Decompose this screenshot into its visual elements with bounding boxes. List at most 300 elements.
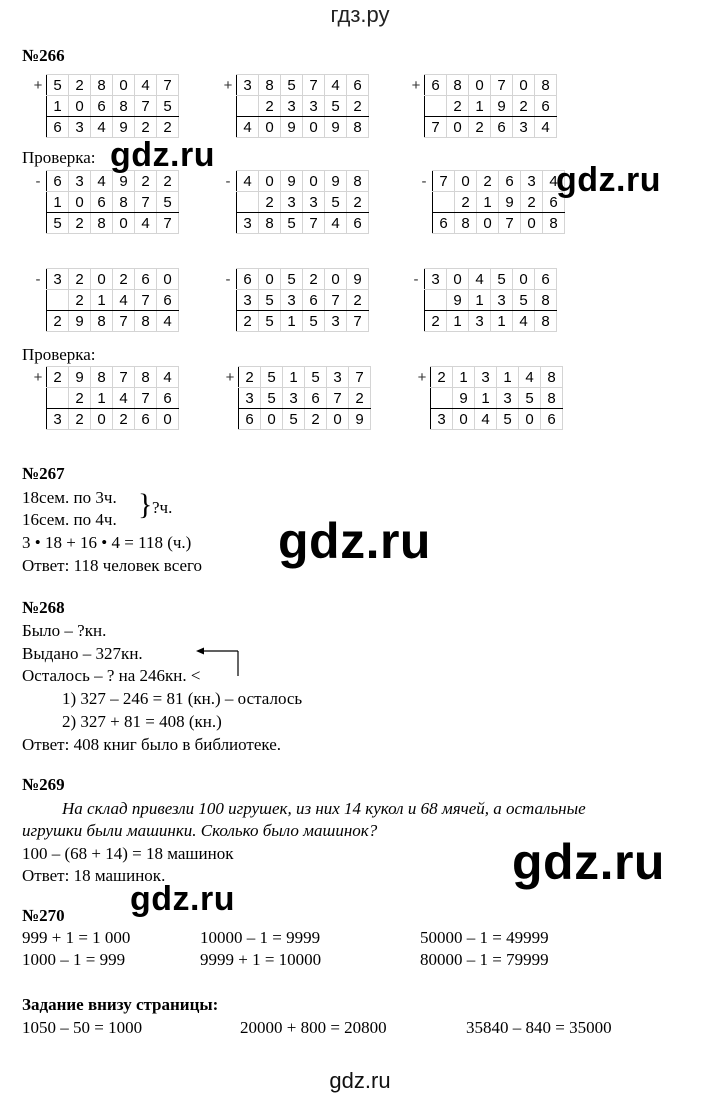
operation-sign	[30, 409, 47, 430]
digit-cell: 5	[325, 96, 347, 117]
digit-cell: 2	[113, 269, 135, 290]
digit-cell: 2	[521, 192, 543, 213]
condition-line: Выдано – 327кн.	[22, 644, 143, 663]
digit-cell: 9	[453, 388, 475, 409]
equation: 1050 – 50 = 1000	[22, 1018, 143, 1037]
digit-cell: 8	[447, 75, 469, 96]
solution-step: 1) 327 – 246 = 81 (кн.) – осталось	[62, 689, 303, 708]
digit-cell: 4	[113, 388, 135, 409]
digit-cell	[431, 388, 453, 409]
digit-cell: 8	[347, 117, 369, 138]
task-267-title: №267	[22, 464, 65, 483]
digit-cell: 7	[327, 388, 349, 409]
equation: 80000 – 1 = 79999	[420, 950, 549, 969]
digit-cell: 4	[157, 367, 179, 388]
digit-cell: 1	[475, 388, 497, 409]
digit-cell: 3	[281, 192, 303, 213]
digit-cell: 5	[261, 367, 283, 388]
digit-cell: 9	[281, 117, 303, 138]
site-footer: gdz.ru	[329, 1068, 391, 1093]
digit-cell: 2	[455, 192, 477, 213]
digit-cell	[47, 290, 69, 311]
digit-cell: 6	[157, 290, 179, 311]
operation-sign: -	[225, 172, 231, 190]
digit-cell: 7	[113, 311, 135, 332]
digit-cell: 9	[349, 409, 371, 430]
digit-cell: 4	[237, 117, 259, 138]
digit-cell: 6	[425, 75, 447, 96]
digit-cell: 2	[425, 311, 447, 332]
digit-cell: 8	[347, 171, 369, 192]
digit-cell: 8	[91, 367, 113, 388]
digit-cell: 0	[259, 171, 281, 192]
operation-sign	[408, 290, 425, 311]
digit-cell: 0	[325, 269, 347, 290]
digit-cell: 2	[447, 96, 469, 117]
digit-cell: 9	[69, 367, 91, 388]
column-operation	[220, 268, 369, 332]
digit-cell: 8	[135, 311, 157, 332]
digit-cell: 2	[69, 409, 91, 430]
digit-cell: 2	[305, 409, 327, 430]
task-text: На склад привезли 100 игрушек, из них 14 кукол и 68 мячей, а остальные	[62, 799, 586, 818]
digit-cell: 5	[519, 388, 541, 409]
operation-sign	[416, 213, 433, 234]
digit-cell: 3	[237, 213, 259, 234]
digit-cell: 2	[69, 290, 91, 311]
digit-cell: 1	[469, 290, 491, 311]
answer: Ответ: 118 человек всего	[22, 556, 203, 575]
digit-cell: 9	[113, 117, 135, 138]
digit-cell: 7	[491, 75, 513, 96]
digit-cell: 3	[281, 290, 303, 311]
digit-cell: 2	[303, 269, 325, 290]
column-operation	[408, 74, 557, 138]
digit-cell: 3	[69, 117, 91, 138]
digit-cell: 8	[259, 213, 281, 234]
digit-cell: 3	[431, 409, 453, 430]
column-operation	[408, 268, 557, 332]
operation-sign: -	[413, 270, 419, 288]
solution-step: 2) 327 + 81 = 408 (кн.)	[62, 712, 222, 731]
digit-cell: 3	[475, 367, 497, 388]
digit-cell: 7	[303, 213, 325, 234]
digit-cell: 5	[283, 409, 305, 430]
digit-cell: 0	[91, 269, 113, 290]
digit-cell: 2	[69, 213, 91, 234]
digit-cell: 5	[157, 96, 179, 117]
digit-cell: 8	[543, 213, 565, 234]
task-266-title: №266	[22, 46, 65, 65]
digit-cell: 3	[327, 367, 349, 388]
digit-cell: 6	[91, 192, 113, 213]
digit-cell: 3	[237, 75, 259, 96]
digit-cell: 8	[455, 213, 477, 234]
digit-cell: 3	[47, 409, 69, 430]
digit-cell: 2	[113, 409, 135, 430]
digit-cell: 2	[157, 117, 179, 138]
operation-sign	[30, 388, 47, 409]
digit-cell: 4	[519, 367, 541, 388]
digit-cell: 5	[325, 192, 347, 213]
condition-line: 16сем. по 4ч.	[22, 510, 117, 529]
digit-cell: 4	[135, 213, 157, 234]
column-operation	[220, 74, 369, 138]
digit-cell: 8	[113, 96, 135, 117]
digit-cell: 2	[157, 171, 179, 192]
digit-cell: 8	[259, 75, 281, 96]
digit-cell: 9	[69, 311, 91, 332]
equation: 999 + 1 = 1 000	[22, 928, 131, 947]
digit-cell: 2	[69, 269, 91, 290]
digit-cell: 4	[157, 311, 179, 332]
digit-cell: 1	[497, 367, 519, 388]
question-label: ?ч.	[152, 498, 173, 517]
digit-cell: 3	[47, 269, 69, 290]
answer: Ответ: 18 машинок.	[22, 866, 166, 885]
operation-sign	[220, 192, 237, 213]
operation-sign	[30, 290, 47, 311]
digit-cell: 6	[135, 409, 157, 430]
digit-cell: 7	[135, 388, 157, 409]
digit-cell: 7	[433, 171, 455, 192]
digit-cell: 2	[347, 192, 369, 213]
digit-cell: 0	[453, 409, 475, 430]
digit-cell: 9	[325, 171, 347, 192]
digit-cell: 5	[303, 311, 325, 332]
operation-sign: -	[35, 270, 41, 288]
digit-cell: 0	[327, 409, 349, 430]
digit-cell: 5	[281, 269, 303, 290]
digit-cell: 5	[281, 213, 303, 234]
watermark: gdz.ru	[278, 513, 431, 569]
operation-sign	[30, 117, 47, 138]
digit-cell: 4	[237, 171, 259, 192]
digit-cell: 7	[349, 367, 371, 388]
column-operation	[222, 366, 371, 430]
digit-cell: 0	[113, 213, 135, 234]
digit-cell: 0	[113, 75, 135, 96]
column-operation	[30, 268, 179, 332]
digit-cell: 9	[113, 171, 135, 192]
digit-cell: 4	[325, 213, 347, 234]
digit-cell: 0	[259, 117, 281, 138]
digit-cell: 1	[47, 96, 69, 117]
digit-cell: 0	[477, 213, 499, 234]
watermark: gdz.ru	[130, 880, 235, 918]
digit-cell: 9	[281, 171, 303, 192]
digit-cell: 0	[69, 96, 91, 117]
watermark: gdz.ru	[512, 834, 665, 890]
digit-cell: 0	[91, 409, 113, 430]
digit-cell: 7	[135, 96, 157, 117]
digit-cell: 5	[497, 409, 519, 430]
digit-cell: 9	[447, 290, 469, 311]
digit-cell: 6	[541, 409, 563, 430]
operation-sign	[408, 96, 425, 117]
column-operation	[414, 366, 563, 430]
condition-line: Было – ?кн.	[22, 621, 107, 640]
operation-sign	[220, 311, 237, 332]
digit-cell	[425, 96, 447, 117]
digit-cell: 4	[475, 409, 497, 430]
operation-sign: +	[33, 368, 43, 386]
digit-cell: 8	[113, 192, 135, 213]
digit-cell: 9	[347, 269, 369, 290]
digit-cell: 0	[519, 409, 541, 430]
digit-cell: 2	[69, 388, 91, 409]
digit-cell: 8	[135, 367, 157, 388]
digit-cell: 7	[157, 213, 179, 234]
digit-cell: 5	[157, 192, 179, 213]
digit-cell: 1	[281, 311, 303, 332]
digit-cell: 4	[543, 171, 565, 192]
watermark: gdz.ru	[556, 161, 661, 199]
equation: 1000 – 1 = 999	[22, 950, 126, 969]
digit-cell: 2	[259, 96, 281, 117]
operation-sign: -	[35, 172, 41, 190]
operation-sign	[30, 192, 47, 213]
column-operation	[30, 170, 179, 234]
equation: 9999 + 1 = 10000	[200, 950, 322, 969]
digit-cell: 2	[431, 367, 453, 388]
arrow-icon	[194, 646, 246, 682]
digit-cell: 3	[497, 388, 519, 409]
digit-cell: 6	[237, 269, 259, 290]
equation: 35840 – 840 = 35000	[466, 1018, 612, 1037]
digit-cell: 0	[259, 269, 281, 290]
digit-cell: 5	[305, 367, 327, 388]
digit-cell	[433, 192, 455, 213]
digit-cell: 5	[281, 75, 303, 96]
digit-cell: 5	[47, 75, 69, 96]
digit-cell: 6	[47, 171, 69, 192]
digit-cell: 7	[135, 192, 157, 213]
digit-cell: 0	[447, 269, 469, 290]
digit-cell: 5	[259, 290, 281, 311]
digit-cell: 6	[305, 388, 327, 409]
digit-cell: 3	[239, 388, 261, 409]
digit-cell: 0	[157, 409, 179, 430]
digit-cell: 6	[499, 171, 521, 192]
task-269-title: №269	[22, 775, 65, 794]
digit-cell: 6	[135, 269, 157, 290]
digit-cell	[47, 388, 69, 409]
digit-cell: 0	[513, 75, 535, 96]
digit-cell: 3	[283, 388, 305, 409]
digit-cell: 3	[303, 96, 325, 117]
digit-cell: 0	[447, 117, 469, 138]
digit-cell: 9	[491, 96, 513, 117]
operation-sign	[416, 192, 433, 213]
digit-cell: 6	[347, 75, 369, 96]
column-operation	[220, 170, 369, 234]
digit-cell: 3	[303, 192, 325, 213]
digit-cell: 8	[535, 311, 557, 332]
digit-cell: 1	[491, 311, 513, 332]
check-label: Проверка:	[22, 345, 96, 364]
digit-cell: 6	[157, 388, 179, 409]
operation-sign: -	[421, 172, 427, 190]
digit-cell: 0	[157, 269, 179, 290]
digit-cell: 4	[135, 75, 157, 96]
digit-cell: 8	[91, 311, 113, 332]
digit-cell	[237, 96, 259, 117]
operation-sign: +	[417, 368, 427, 386]
digit-cell: 1	[47, 192, 69, 213]
column-operation	[30, 366, 179, 430]
digit-cell: 2	[135, 171, 157, 192]
watermark: gdz.ru	[110, 136, 215, 174]
digit-cell: 2	[47, 367, 69, 388]
digit-cell: 2	[135, 117, 157, 138]
digit-cell: 4	[325, 75, 347, 96]
digit-cell: 5	[513, 290, 535, 311]
digit-cell: 4	[513, 311, 535, 332]
digit-cell: 0	[521, 213, 543, 234]
digit-cell: 0	[455, 171, 477, 192]
digit-cell: 6	[535, 269, 557, 290]
operation-sign	[222, 388, 239, 409]
condition-line: Осталось – ? на 246кн. <	[22, 666, 201, 685]
operation-sign	[414, 409, 431, 430]
digit-cell: 2	[513, 96, 535, 117]
digit-cell: 0	[69, 192, 91, 213]
digit-cell: 1	[91, 290, 113, 311]
digit-cell: 6	[303, 290, 325, 311]
digit-cell: 0	[303, 171, 325, 192]
operation-sign	[222, 409, 239, 430]
digit-cell: 7	[135, 290, 157, 311]
operation-sign	[408, 117, 425, 138]
digit-cell: 2	[47, 311, 69, 332]
equation: 50000 – 1 = 49999	[420, 928, 549, 947]
digit-cell: 9	[325, 117, 347, 138]
digit-cell: 8	[535, 75, 557, 96]
digit-cell: 7	[157, 75, 179, 96]
digit-cell: 2	[477, 171, 499, 192]
digit-cell: 2	[237, 311, 259, 332]
digit-cell: 8	[541, 388, 563, 409]
operation-sign	[408, 311, 425, 332]
digit-cell: 7	[499, 213, 521, 234]
operation-sign: +	[411, 76, 421, 94]
check-label: Проверка:	[22, 148, 96, 167]
operation-sign: -	[225, 270, 231, 288]
digit-cell: 3	[469, 311, 491, 332]
bottom-task-title: Задание внизу страницы:	[22, 995, 219, 1014]
digit-cell: 6	[91, 96, 113, 117]
digit-cell: 2	[347, 290, 369, 311]
calculation: 3 • 18 + 16 • 4 = 118 (ч.)	[22, 533, 192, 552]
digit-cell: 8	[535, 290, 557, 311]
digit-cell: 3	[425, 269, 447, 290]
digit-cell: 8	[541, 367, 563, 388]
digit-cell: 1	[477, 192, 499, 213]
digit-cell: 6	[535, 96, 557, 117]
digit-cell: 7	[347, 311, 369, 332]
digit-cell: 6	[47, 117, 69, 138]
digit-cell	[237, 192, 259, 213]
task-270-title: №270	[22, 906, 65, 925]
task-268-title: №268	[22, 598, 65, 617]
condition-line: 18сем. по 3ч.	[22, 488, 117, 507]
digit-cell: 7	[113, 367, 135, 388]
digit-cell: 2	[259, 192, 281, 213]
digit-cell: 1	[453, 367, 475, 388]
operation-sign: +	[225, 368, 235, 386]
digit-cell: 7	[303, 75, 325, 96]
digit-cell: 1	[283, 367, 305, 388]
operation-sign: +	[223, 76, 233, 94]
column-operation	[416, 170, 565, 234]
digit-cell: 3	[325, 311, 347, 332]
digit-cell: 3	[491, 290, 513, 311]
digit-cell: 4	[91, 171, 113, 192]
operation-sign	[30, 96, 47, 117]
task-text: игрушки были машинки. Сколько было машинок?	[22, 821, 378, 840]
calculation: 100 – (68 + 14) = 18 машинок	[22, 844, 234, 863]
operation-sign	[220, 213, 237, 234]
digit-cell: 1	[447, 311, 469, 332]
digit-cell: 7	[325, 290, 347, 311]
digit-cell: 2	[347, 96, 369, 117]
digit-cell: 0	[303, 117, 325, 138]
digit-cell: 5	[47, 213, 69, 234]
digit-cell: 6	[433, 213, 455, 234]
digit-cell: 3	[237, 290, 259, 311]
digit-cell: 8	[91, 75, 113, 96]
site-header: гдз.ру	[330, 2, 390, 27]
digit-cell: 9	[499, 192, 521, 213]
operation-sign	[414, 388, 431, 409]
digit-cell: 6	[491, 117, 513, 138]
brace-icon: }	[138, 488, 153, 521]
operation-sign	[220, 117, 237, 138]
digit-cell: 2	[239, 367, 261, 388]
digit-cell: 8	[91, 213, 113, 234]
digit-cell	[425, 290, 447, 311]
digit-cell: 4	[469, 269, 491, 290]
digit-cell: 0	[469, 75, 491, 96]
digit-cell: 5	[261, 388, 283, 409]
digit-cell: 6	[239, 409, 261, 430]
digit-cell: 5	[259, 311, 281, 332]
digit-cell: 3	[281, 96, 303, 117]
digit-cell: 0	[261, 409, 283, 430]
digit-cell: 3	[513, 117, 535, 138]
digit-cell: 3	[69, 171, 91, 192]
digit-cell: 4	[535, 117, 557, 138]
answer: Ответ: 408 книг было в библиотеке.	[22, 735, 282, 754]
digit-cell: 5	[491, 269, 513, 290]
operation-sign	[220, 96, 237, 117]
digit-cell: 2	[349, 388, 371, 409]
digit-cell: 7	[425, 117, 447, 138]
digit-cell: 3	[521, 171, 543, 192]
operation-sign	[30, 213, 47, 234]
operation-sign	[30, 311, 47, 332]
digit-cell: 4	[113, 290, 135, 311]
digit-cell: 1	[91, 388, 113, 409]
digit-cell: 6	[543, 192, 565, 213]
equation: 20000 + 800 = 20800	[240, 1018, 387, 1037]
digit-cell: 2	[469, 117, 491, 138]
digit-cell: 1	[469, 96, 491, 117]
column-operation	[30, 74, 179, 138]
digit-cell: 4	[91, 117, 113, 138]
digit-cell: 2	[69, 75, 91, 96]
